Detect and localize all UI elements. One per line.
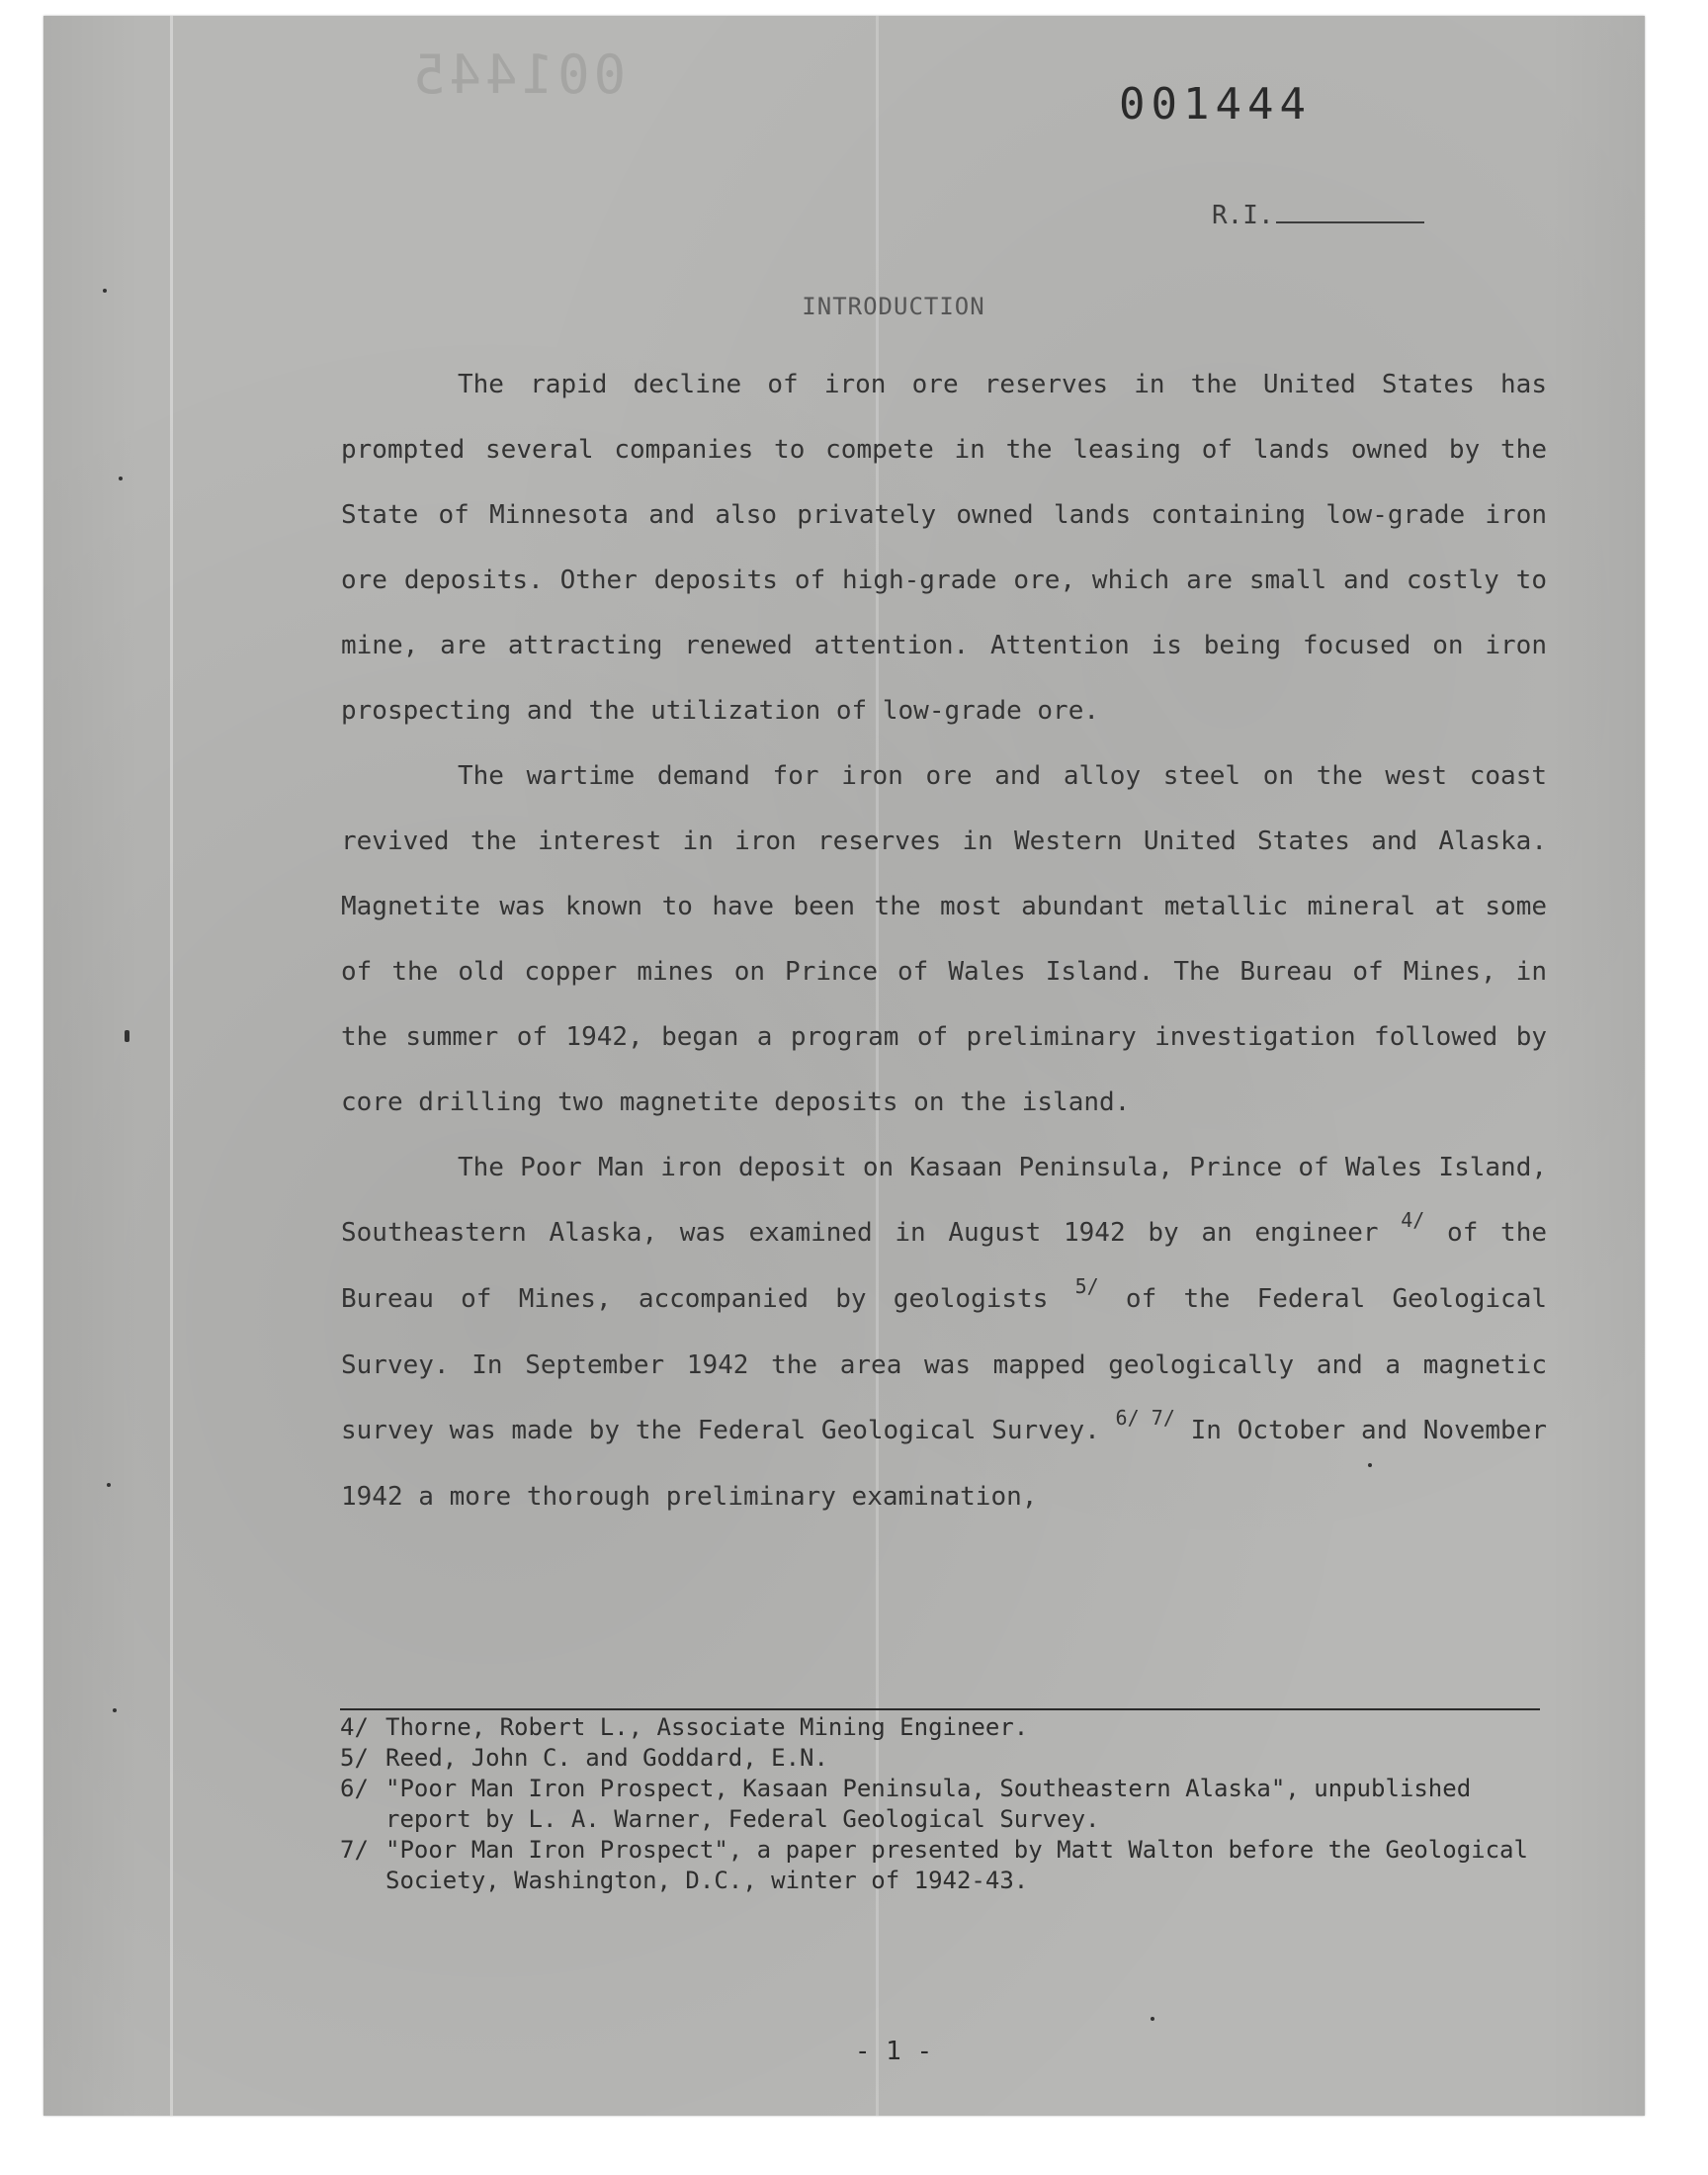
paragraph-3-text: The Poor Man iron deposit on Kasaan Peninsula, Prince of Wales Island, Southeastern Alaska, was examined in August 1942 by an engineer — [341, 1153, 1547, 1248]
scan-speck — [1151, 2017, 1154, 2021]
bleed-through-number: 001445 — [409, 44, 627, 106]
report-number-blank — [1276, 200, 1424, 223]
footnote-ref-5: 5/ — [1074, 1274, 1099, 1298]
footnote-text: "Poor Man Iron Prospect", a paper presented by Matt Walton before the Geological Society, Washington, D.C., winter of 1942-43. — [385, 1836, 1528, 1894]
scan-speck — [1368, 1463, 1372, 1467]
footnote-marker: 5/ — [340, 1744, 369, 1772]
footnote-text: Reed, John C. and Goddard, E.N. — [385, 1744, 828, 1772]
footnote-6 — [340, 1774, 1566, 1835]
paragraph-3-text: of the Federal Geological Survey. In September 1942 the area was mapped geologically and a magnetic survey was made by the Federal Geological Survey. — [341, 1284, 1547, 1445]
document-number: 001444 — [1119, 79, 1312, 130]
footnote-5 — [340, 1743, 1566, 1774]
page-number: - 1 - — [854, 2037, 933, 2066]
paragraph-2: The wartime demand for iron ore and alloy steel on the west coast revived the interest in iron reserves in Western United States and Alaska. Magnetite was known to have been the most abundant metallic mineral at some of the old copper mines on Prince of Wales Island. The Bureau of Mines, in the summer of 1942, began a program of preliminary investigation followed by core drilling two magnetite deposits on the island. — [341, 761, 1547, 1117]
footnote-marker: 6/ — [340, 1775, 369, 1802]
scan-speck — [125, 1030, 129, 1042]
footnote-ref-6-7: 6/ 7/ — [1115, 1406, 1175, 1430]
footnote-ref-4: 4/ — [1401, 1208, 1425, 1232]
scan-speck — [119, 477, 123, 480]
body-text — [341, 352, 1547, 1529]
footnote-marker: 7/ — [340, 1836, 369, 1864]
section-heading: INTRODUCTION — [802, 293, 985, 320]
footnote-text: "Poor Man Iron Prospect, Kasaan Peninsula, Southeastern Alaska", unpublished report by L. A. Warner, Federal Geological Survey. — [385, 1775, 1472, 1833]
footnote-4 — [340, 1712, 1566, 1743]
paragraph-3-text: of the Bureau of Mines, accompanied by geologists — [341, 1218, 1548, 1314]
report-number-field — [1212, 200, 1424, 230]
footnote-rule — [340, 1708, 1540, 1710]
footnote-7 — [340, 1835, 1566, 1896]
scan-speck — [103, 289, 107, 293]
scanned-page — [43, 16, 1645, 2116]
footnote-marker: 4/ — [340, 1713, 369, 1741]
footnotes — [340, 1712, 1566, 1896]
fold-line — [170, 16, 173, 2116]
scan-speck — [107, 1483, 111, 1487]
paragraph-3 — [341, 1135, 1547, 1529]
paragraph-1: The rapid decline of iron ore reserves in the United States has prompted several companies to compete in the leasing of lands owned by the State of Minnesota and also privately owned lands containing low-grade iron ore deposits. Other deposits of high-grade ore, which are small and costly to mine, are attracting renewed attention. Attention is being focused on iron prospecting and the utilization of low-grade ore. — [341, 370, 1547, 726]
report-label: R.I. — [1212, 201, 1274, 230]
scan-speck — [113, 1708, 117, 1712]
footnote-text: Thorne, Robert L., Associate Mining Engineer. — [385, 1713, 1029, 1741]
paragraph-3-text: In October and November 1942 a more thorough preliminary examination, — [341, 1416, 1547, 1512]
